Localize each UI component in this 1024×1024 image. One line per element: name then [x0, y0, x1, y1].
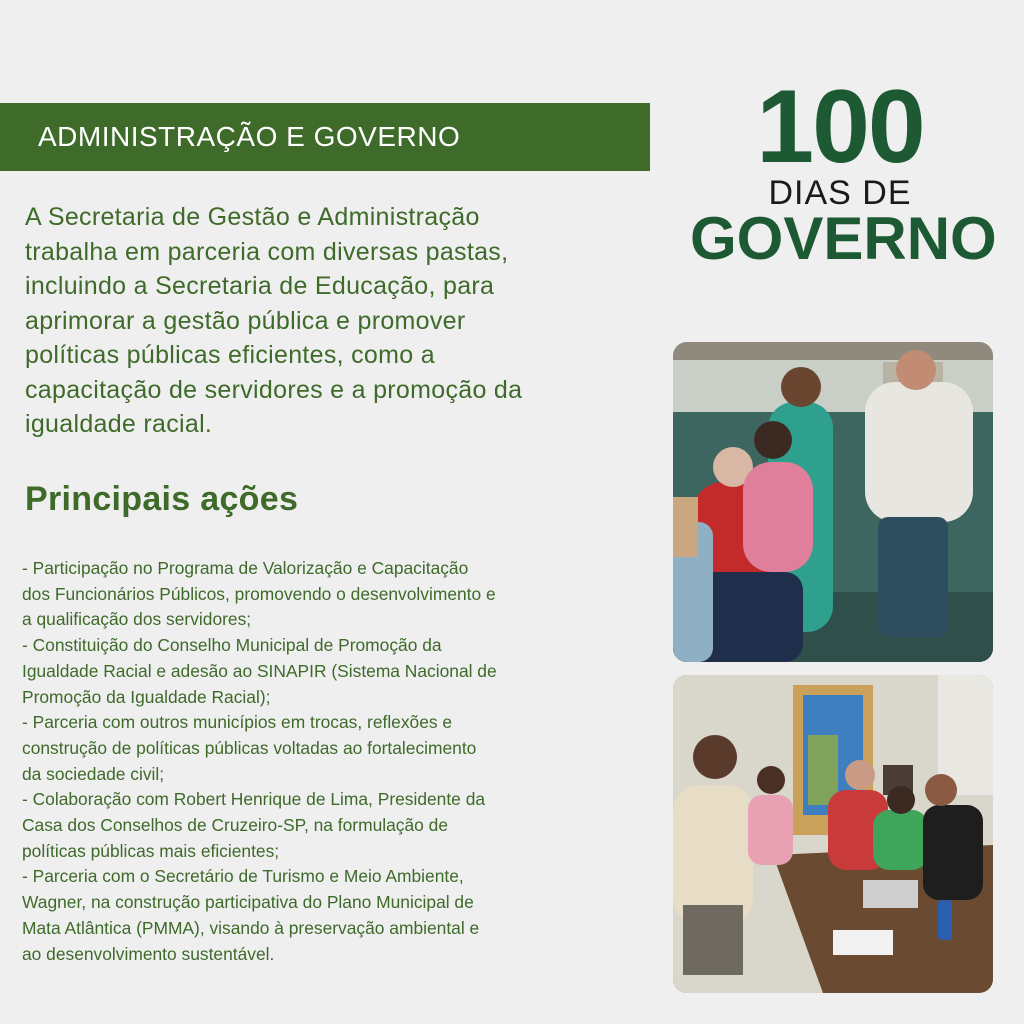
group-photo — [673, 342, 993, 662]
intro-paragraph — [25, 200, 645, 442]
meeting-photo-illustration — [673, 675, 993, 993]
action-line: Casa dos Conselhos de Cruzeiro-SP, na formulação de — [22, 815, 448, 836]
intro-line: igualdade racial. — [25, 410, 213, 438]
intro-line: políticas públicas eficientes, como a — [25, 341, 435, 369]
intro-line: A Secretaria de Gestão e Administração — [25, 203, 480, 231]
main-actions-heading: Principais ações — [25, 480, 299, 518]
section-banner — [0, 103, 650, 171]
logo-number: 100 — [756, 69, 924, 185]
hundred-days-logo — [690, 69, 997, 272]
action-line: Igualdade Racial e adesão ao SINAPIR (Sistema Nacional de — [22, 660, 497, 681]
action-line: Mata Atlântica (PMMA), visando à preservação ambiental e — [22, 917, 480, 938]
meeting-photo — [673, 675, 993, 993]
intro-line: capacitação de servidores e a promoção da — [25, 375, 523, 404]
action-line: Wagner, na construção participativa do Plano Municipal de — [22, 892, 474, 913]
action-line: - Parceria com o Secretário de Turismo e Meio Ambiente, — [22, 866, 464, 887]
section-title: ADMINISTRAÇÃO E GOVERNO — [38, 121, 461, 152]
action-line: da sociedade civil; — [22, 763, 165, 784]
action-line: dos Funcionários Públicos, promovendo o desenvolvimento e — [22, 583, 496, 604]
action-line: - Constituição do Conselho Municipal de Promoção da — [22, 635, 442, 656]
action-line: - Participação no Programa de Valorização e Capacitação — [22, 558, 469, 578]
intro-line: aprimorar a gestão pública e promover — [25, 306, 466, 335]
logo-dias-de: DIAS DE — [768, 174, 912, 212]
action-line: - Colaboração com Robert Henrique de Lima, Presidente da — [22, 789, 486, 810]
intro-line: trabalha em parceria com diversas pastas, — [25, 237, 509, 266]
action-line: a qualificação dos servidores; — [22, 609, 252, 630]
intro-line: incluindo a Secretaria de Educação, para — [25, 272, 495, 300]
logo-governo: GOVERNO — [690, 205, 997, 272]
action-line: construção de políticas públicas voltadas ao fortalecimento — [22, 737, 477, 758]
actions-list — [22, 556, 662, 967]
action-line: ao desenvolvimento sustentável. — [22, 943, 275, 964]
action-line: políticas públicas mais eficientes; — [22, 840, 280, 861]
action-line: - Parceria com outros municípios em trocas, reflexões e — [22, 712, 453, 733]
group-photo-illustration — [673, 342, 993, 662]
action-line: Promoção da Igualdade Racial); — [22, 686, 271, 707]
